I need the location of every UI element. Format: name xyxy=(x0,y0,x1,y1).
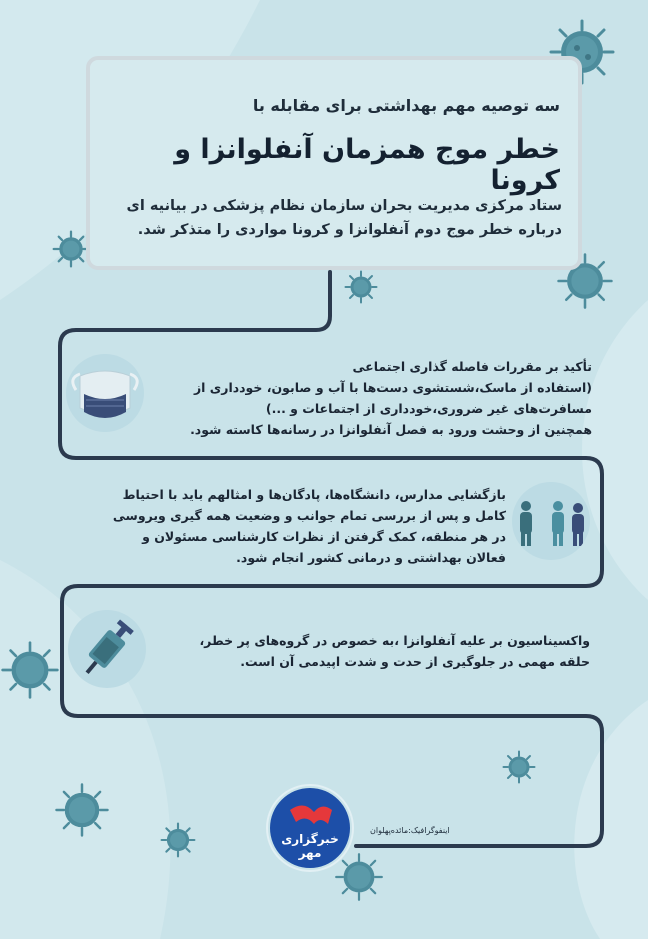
section-text xyxy=(150,356,592,440)
section-line: کامل و پس از بررسی تمام جوانب و وضعیت همه گیری ویروسی xyxy=(112,508,506,523)
intro-line: درباره خطر موج دوم آنفلوانزا و کرونا مواردی را متذکر شد. xyxy=(137,222,562,238)
page-title: خطر موج همزمان آنفلوانزا و کرونا xyxy=(174,134,560,196)
logo-text: خبرگزاری مهر xyxy=(281,832,339,860)
people-group-icon xyxy=(512,482,590,560)
section-text xyxy=(60,484,506,568)
section-line: همچنین از وحشت ورود به فصل آنفلوانزا در رسانه‌ها کاسته شود. xyxy=(190,422,592,437)
syringe-icon xyxy=(68,610,146,688)
credit-text: اینفوگرافیک:مائده‌پهلوان xyxy=(370,826,450,835)
intro-text xyxy=(96,194,562,242)
face-mask-icon xyxy=(66,354,144,432)
section-text xyxy=(150,630,590,672)
mehr-news-logo xyxy=(270,788,350,868)
intro-line: ستاد مرکزی مدیریت بحران سازمان نظام پزشکی در بیانیه ای xyxy=(126,198,562,214)
section-line: مسافرت‌های غیر ضروری،خودداری از اجتماعات و ...) xyxy=(265,401,592,416)
section-line: حلقه مهمی در جلوگیری از حدت و شدت اپیدمی آن است. xyxy=(240,654,590,669)
section-line: تأکید بر مقررات فاصله گذاری اجتماعی xyxy=(352,359,592,374)
section-line: واکسیناسیون بر علیه آنفلوانزا ،به خصوص در گروه‌های پر خطر، xyxy=(199,633,590,648)
section-line: (استفاده از ماسک،شستشوی دست‌ها با آب و صابون، خودداری از xyxy=(193,380,592,395)
section-line: فعالان بهداشتی و درمانی کشور انجام شود. xyxy=(236,550,506,565)
subtitle: سه توصیه مهم بهداشتی برای مقابله با xyxy=(252,96,560,115)
section-line: در هر منطقه، کمک گرفتن از نظرات کارشناسی مسئولان و xyxy=(142,529,506,544)
section-line: بازگشایی مدارس، دانشگاه‌ها، پادگان‌ها و امثالهم باید با احتیاط xyxy=(122,487,506,502)
